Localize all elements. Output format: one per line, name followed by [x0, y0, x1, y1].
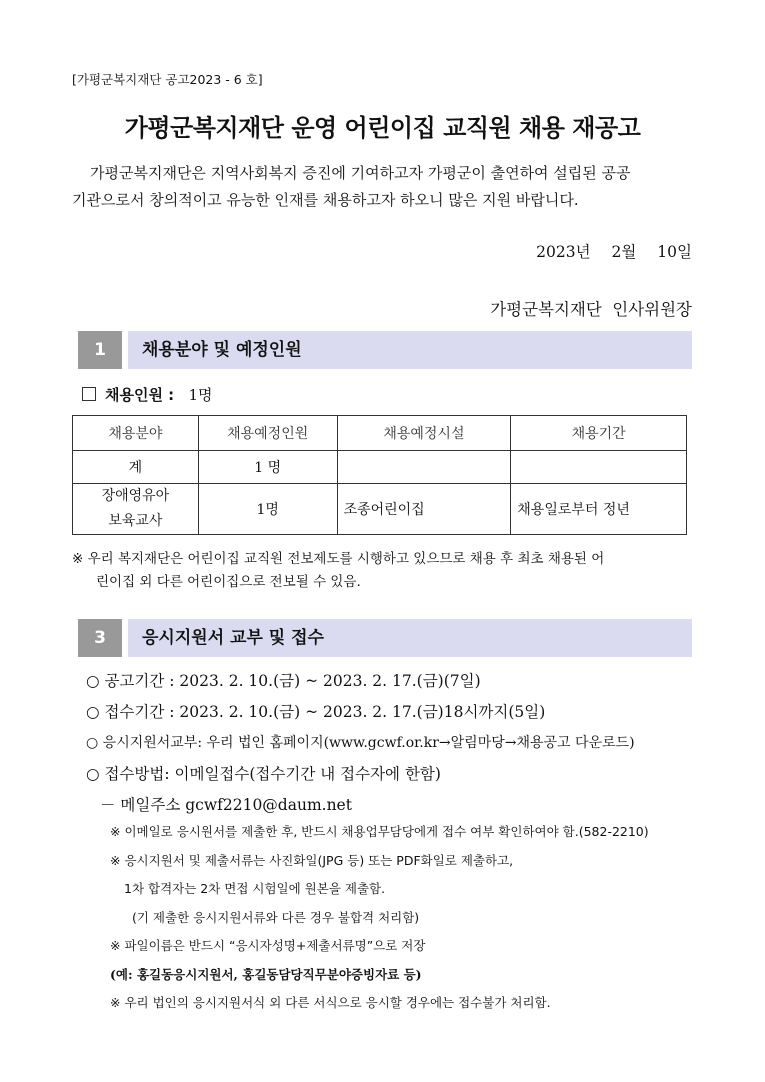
field-line: 보육교사 — [108, 513, 163, 529]
list-item: ○ 응시지원서교부: 우리 법인 홈페이지(www.gcwf.or.kr→알림마당→채용공고 다운로드) — [86, 735, 635, 751]
table-cell: 1 명 — [198, 451, 337, 484]
note-line: 린이집 외 다른 어린이집으로 전보될 수 있음. — [96, 574, 361, 590]
transfer-note — [72, 548, 692, 594]
page-title: 가평군복지재단 운영 어린이집 교직원 채용 재공고 — [124, 114, 641, 142]
table-header: 채용기간 — [511, 416, 687, 451]
section-number: 1 — [78, 331, 122, 369]
note-item: ※ 파일이름은 반드시 “응시자성명+제출서류명”으로 저장 — [110, 938, 426, 953]
table-cell — [511, 451, 687, 484]
email-address: － 메일주소 gcwf2210@daum.net — [100, 796, 352, 814]
note-line: ※ 우리 복지재단은 어린이집 교직원 전보제도를 시행하고 있으므로 채용 후 최초 채용된 어 — [72, 551, 605, 567]
date-month: 2월 — [611, 243, 637, 261]
intro-line: 가평군복지재단은 지역사회복지 증진에 기여하고자 가평군이 출연하여 설립된 공공 — [90, 164, 631, 182]
recruit-value: 1명 — [188, 386, 213, 404]
table-cell-period: 채용일로부터 정년 — [511, 484, 687, 535]
checkbox-icon — [82, 387, 96, 401]
intro-paragraph — [72, 160, 692, 214]
table-cell — [337, 451, 511, 484]
note-item: 1차 합격자는 2차 면접 시험일에 원본을 제출함. — [124, 881, 386, 896]
intro-line: 기관으로서 창의적이고 유능한 인재를 채용하고자 하오니 많은 지원 바랍니다. — [72, 191, 579, 209]
table-cell: 계 — [73, 451, 199, 484]
filename-example: (예: 홍길동응시지원서, 홍길동담당직무분야증빙자료 등) — [110, 966, 422, 982]
note-item: ※ 이메일로 응시원서를 제출한 후, 반드시 채용업무담당에게 접수 여부 확인하여야 함.(582-2210) — [110, 824, 649, 839]
list-item: ○ 공고기간 : 2023. 2. 10.(금) ~ 2023. 2. 17.(금)(7일) — [86, 672, 481, 690]
table-cell-field — [73, 484, 199, 535]
section-3-header — [78, 619, 692, 657]
table-cell-count: 1명 — [198, 484, 337, 535]
section-title: 응시지원서 교부 및 접수 — [128, 619, 692, 657]
table-header: 채용예정시설 — [337, 416, 511, 451]
application-notes — [110, 818, 649, 1018]
recruit-count — [82, 384, 213, 405]
list-item: ○ 접수기간 : 2023. 2. 10.(금) ~ 2023. 2. 17.(금)18시까지(5일) — [86, 703, 546, 721]
table-header: 채용분야 — [73, 416, 199, 451]
table-header: 채용예정인원 — [198, 416, 337, 451]
table-row — [73, 484, 687, 535]
note-item: ※ 응시지원서 및 제출서류는 사진화일(JPG 등) 또는 PDF화일로 제출하고, — [110, 852, 514, 868]
table-row-total — [73, 451, 687, 484]
section-title: 채용분야 및 예정인원 — [128, 331, 692, 369]
note-item: ※ 우리 법인의 응시지원서식 외 다른 서식으로 응시할 경우에는 접수불가 처리함. — [110, 995, 551, 1010]
section-number: 3 — [78, 619, 122, 657]
notice-number: [가평군복지재단 공고2023 - 6 호] — [72, 72, 263, 87]
date-year: 2023년 — [536, 243, 591, 261]
field-line: 장애영유아 — [101, 488, 170, 504]
table-cell-facility: 조종어린이집 — [337, 484, 511, 535]
date-day: 10일 — [657, 243, 692, 261]
announcement-date — [536, 240, 692, 262]
issuer: 가평군복지재단 인사위원장 — [490, 300, 692, 319]
recruit-label: 채용인원 : — [105, 386, 175, 404]
section-1-header — [78, 331, 692, 369]
application-items — [86, 666, 635, 821]
note-item: (기 제출한 응시지원서류와 다른 경우 불합격 처리함) — [132, 909, 420, 925]
recruitment-table — [72, 415, 687, 535]
list-item: ○ 접수방법: 이메일접수(접수기간 내 접수자에 한함) — [86, 765, 441, 783]
table-header-row — [73, 416, 687, 451]
